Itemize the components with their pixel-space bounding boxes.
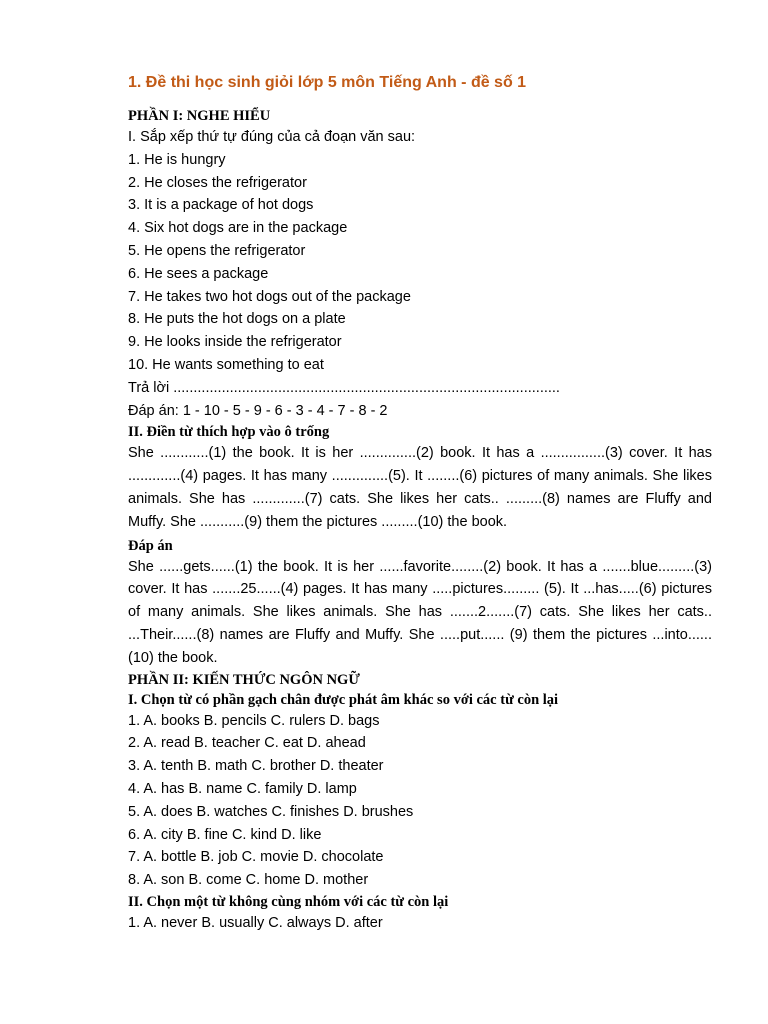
list-item: 1. A. books B. pencils C. rulers D. bags bbox=[128, 712, 380, 729]
list-item: 5. He opens the refrigerator bbox=[128, 242, 306, 259]
list-item: 5. A. does B. watches C. finishes D. brushes bbox=[128, 803, 414, 820]
list-item: 6. A. city B. fine C. kind D. like bbox=[128, 826, 322, 843]
answer-passage: She ......gets......(1) the book. It is her ......favorite........(2) book. It has a .......blue.........(3) cover. It has .......25......(4) pages. It has many .....pictures......... (5). It ...has.....(6) pictures of many animals. She likes animals. She has .......2.......(7) cats. She likes her cats.. ...Their......(8) names are Fluffy and Muffy. She .....put...... (9) them the pictures ...into......(10) the book. bbox=[128, 558, 712, 666]
part2-sec1-heading: I. Chọn từ có phần gạch chân được phát âm khác so với các từ còn lại bbox=[128, 691, 559, 708]
part2-sec1-list bbox=[128, 710, 712, 892]
document-page bbox=[128, 70, 712, 935]
part1-heading: PHẦN I: NGHE HIỂU bbox=[128, 108, 271, 124]
list-item: 1. He is hungry bbox=[128, 151, 226, 168]
document-title: 1. Đề thi học sinh giỏi lớp 5 môn Tiếng Anh - đề số 1 bbox=[128, 74, 527, 91]
list-item: 7. A. bottle B. job C. movie D. chocolate bbox=[128, 849, 384, 866]
list-item: 9. He looks inside the refrigerator bbox=[128, 334, 342, 351]
list-item: 1. A. never B. usually C. always D. after bbox=[128, 914, 383, 931]
list-item: 3. It is a package of hot dogs bbox=[128, 197, 314, 214]
list-item: 8. A. son B. come C. home D. mother bbox=[128, 872, 369, 889]
list-item: 2. A. read B. teacher C. eat D. ahead bbox=[128, 735, 366, 752]
list-item: 3. A. tenth B. math C. brother D. theater bbox=[128, 758, 384, 775]
list-item: 4. A. has B. name C. family D. lamp bbox=[128, 780, 357, 797]
list-item: 10. He wants something to eat bbox=[128, 356, 324, 373]
list-item: 8. He puts the hot dogs on a plate bbox=[128, 311, 346, 328]
part1-sec2-heading: II. Điền từ thích hợp vào ô trống bbox=[128, 424, 330, 441]
list-item: 7. He takes two hot dogs out of the package bbox=[128, 288, 411, 305]
part2-sec2-heading: II. Chọn một từ không cùng nhóm với các từ còn lại bbox=[128, 893, 449, 910]
part1-sec1-list bbox=[128, 149, 712, 377]
answer-heading: Đáp án bbox=[128, 537, 173, 554]
list-item: 4. Six hot dogs are in the package bbox=[128, 220, 348, 237]
fill-blank-passage: She ............(1) the book. It is her ..............(2) book. It has a ................(3) cover. It has .............(4) pages. It has many ..............(5). It ........(6) pictures of many animals. She likes animals. She has .............(7) cats. She likes her cats.. .........(8) names are Fluffy and Muffy. She ...........(9) them the pictures .........(10) the book. bbox=[128, 445, 712, 530]
list-item: 6. He sees a package bbox=[128, 265, 269, 282]
part1-sec1-instruction: I. Sắp xếp thứ tự đúng của cả đoạn văn sau: bbox=[128, 129, 416, 145]
part2-heading: PHẦN II: KIẾN THỨC NGÔN NGỮ bbox=[128, 671, 360, 688]
answer-key: Đáp án: 1 - 10 - 5 - 9 - 6 - 3 - 4 - 7 - 8 - 2 bbox=[128, 402, 388, 419]
answer-line: Trả lời ................................................................................................ bbox=[128, 379, 560, 396]
list-item: 2. He closes the refrigerator bbox=[128, 174, 307, 191]
part2-sec2-list bbox=[128, 912, 712, 935]
